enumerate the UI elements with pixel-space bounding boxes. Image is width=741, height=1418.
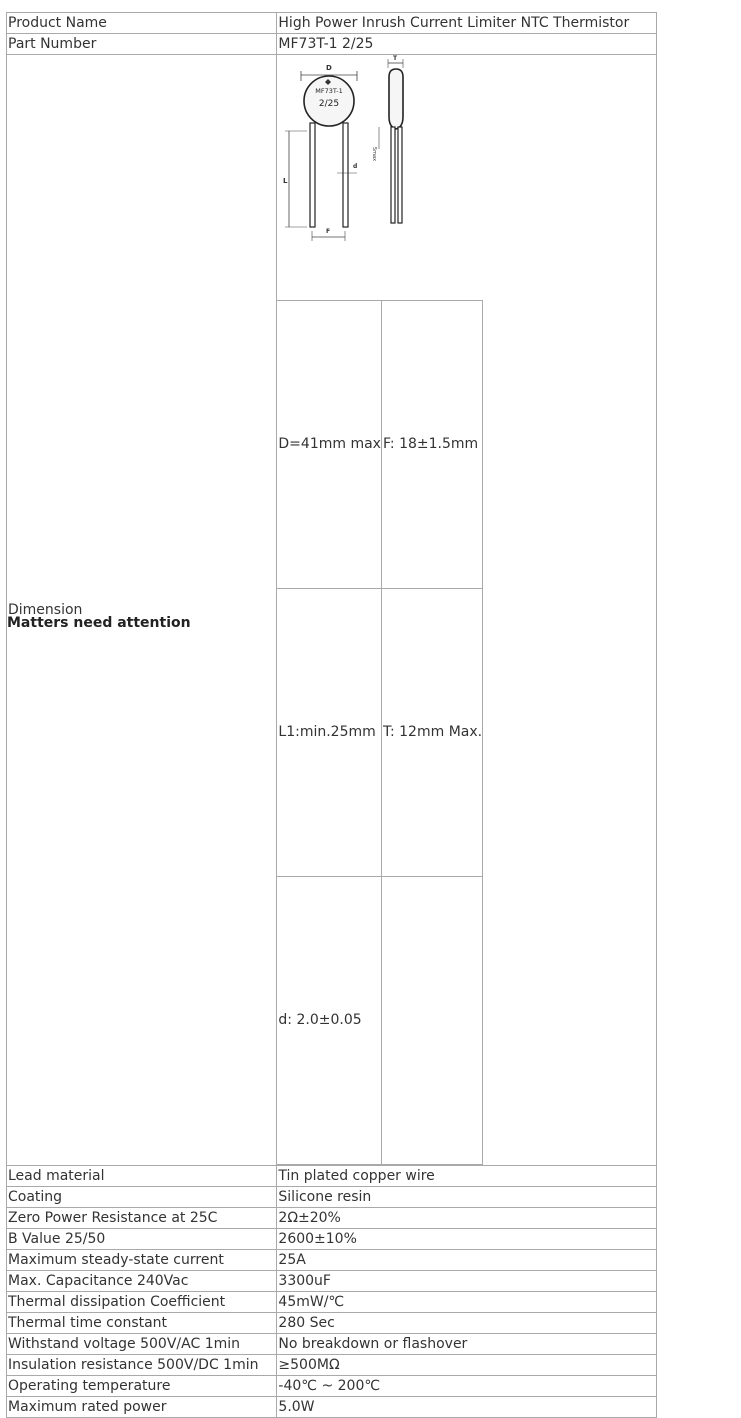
row-label: Coating <box>7 1187 277 1208</box>
row-value: Silicone resin <box>277 1187 657 1208</box>
row-value: No breakdown or flashover <box>277 1334 657 1355</box>
dimension-table <box>276 300 483 1165</box>
label-l: L <box>283 177 288 185</box>
row-label: Thermal dissipation Coefficient <box>7 1292 277 1313</box>
lead-left <box>310 123 315 227</box>
row-label: Maximum steady-state current <box>7 1250 277 1271</box>
table-row <box>7 1355 657 1376</box>
row-value: -40℃ ~ 200℃ <box>277 1376 657 1397</box>
table-row <box>7 34 657 55</box>
dimension-value <box>381 877 482 1165</box>
row-label: Dimension <box>7 55 277 1166</box>
dimension-row <box>277 877 483 1165</box>
table-row <box>7 1313 657 1334</box>
label-lead-d: d <box>353 163 358 170</box>
table-row-dimension <box>7 55 657 1166</box>
table-row <box>7 13 657 34</box>
row-label: Operating temperature <box>7 1376 277 1397</box>
table-row <box>7 1229 657 1250</box>
row-label: Withstand voltage 500V/AC 1min <box>7 1334 277 1355</box>
dimension-value: d: 2.0±0.05 <box>277 877 382 1165</box>
row-label: Lead material <box>7 1166 277 1187</box>
row-value: 280 Sec <box>277 1313 657 1334</box>
thermistor-side-view <box>389 69 403 129</box>
spec-table <box>6 12 657 1418</box>
row-value: MF73T-1 2/25 <box>277 34 657 55</box>
dimension-value: F: 18±1.5mm <box>381 301 482 589</box>
row-label: Max. Capacitance 240Vac <box>7 1271 277 1292</box>
row-value: 2600±10% <box>277 1229 657 1250</box>
table-row <box>7 1397 657 1418</box>
row-label: Insulation resistance 500V/DC 1min <box>7 1355 277 1376</box>
table-row <box>7 1334 657 1355</box>
side-lead-left <box>391 127 395 223</box>
table-row <box>7 1187 657 1208</box>
row-value: 2Ω±20% <box>277 1208 657 1229</box>
disc-marking-line1: MF73T-1 <box>315 87 344 95</box>
row-value: Tin plated copper wire <box>277 1166 657 1187</box>
row-label: B Value 25/50 <box>7 1229 277 1250</box>
row-label: Maximum rated power <box>7 1397 277 1418</box>
row-value: 3300uF <box>277 1271 657 1292</box>
table-row <box>7 1250 657 1271</box>
dimension-value: L1:min.25mm <box>277 589 382 877</box>
label-t: T <box>393 55 398 62</box>
lead-right <box>343 123 348 227</box>
row-value: 5.0W <box>277 1397 657 1418</box>
dimension-cell <box>277 55 657 1166</box>
section-heading: Matters need attention <box>7 615 191 631</box>
label-d: D <box>326 64 333 72</box>
row-value: 45mW/℃ <box>277 1292 657 1313</box>
dimension-value: T: 12mm Max. <box>381 589 482 877</box>
table-row <box>7 1271 657 1292</box>
row-label: Product Name <box>7 13 277 34</box>
table-row <box>7 1208 657 1229</box>
row-label: Zero Power Resistance at 25C <box>7 1208 277 1229</box>
thermistor-dimension-drawing <box>277 55 477 299</box>
table-row <box>7 1376 657 1397</box>
row-value: ≥500MΩ <box>277 1355 657 1376</box>
row-value: High Power Inrush Current Limiter NTC Thermistor <box>277 13 657 34</box>
table-row <box>7 1292 657 1313</box>
dimension-row <box>277 589 483 877</box>
disc-marking-line2: 2/25 <box>319 99 340 109</box>
side-lead-right <box>398 127 402 223</box>
row-label: Thermal time constant <box>7 1313 277 1334</box>
dimension-value: D=41mm max <box>277 301 382 589</box>
row-label: Part Number <box>7 34 277 55</box>
row-value: 25A <box>277 1250 657 1271</box>
dimension-row <box>277 301 483 589</box>
label-5max: 5max <box>371 147 378 162</box>
label-f: F <box>326 228 331 235</box>
table-row <box>7 1166 657 1187</box>
